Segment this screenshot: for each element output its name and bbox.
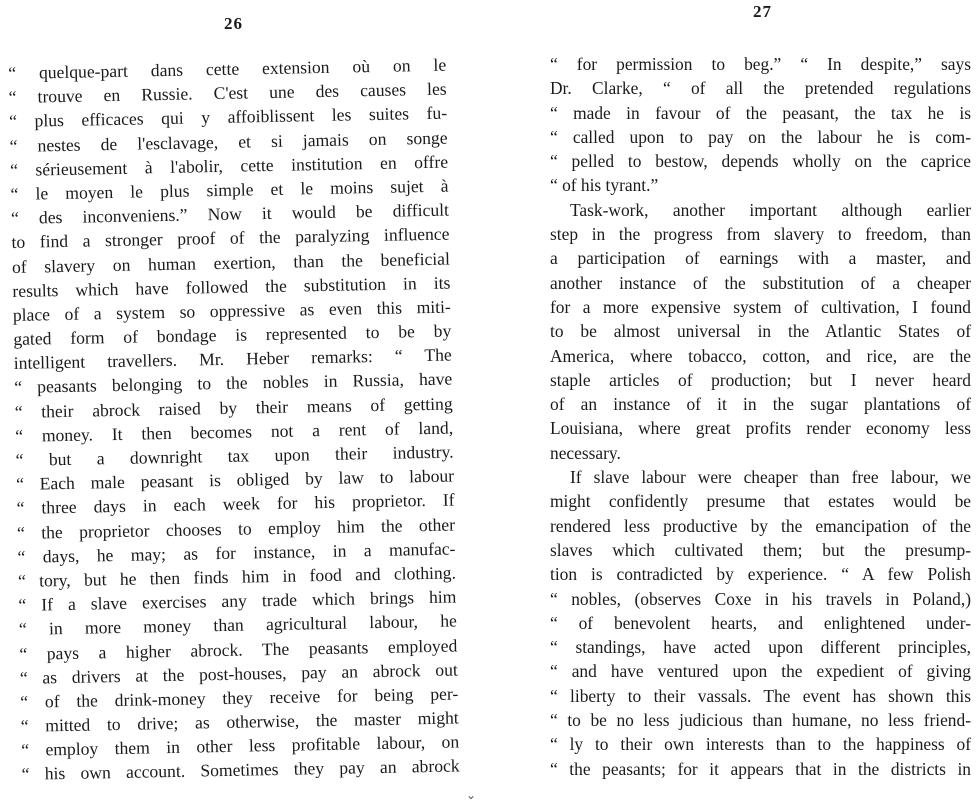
- text-line: “ pays a higher abrock. The peasants employed: [19, 634, 458, 664]
- left-page: [0, 0, 470, 803]
- text-line: “ days, he may; as for instance, in a manufac-: [17, 538, 456, 567]
- text-line: “ of his tyrant.”: [550, 175, 659, 196]
- left-page-number: 26: [224, 14, 243, 33]
- text-line: “ made in favour of the peasant, the tax he is: [550, 102, 971, 123]
- text-line: step in the progress from slavery to freedom, than: [550, 224, 971, 245]
- text-line: “ money. It then becomes not a rent of land,: [15, 417, 454, 446]
- text-line: “ the peasants; for it appears that in the districts in: [550, 758, 971, 779]
- right-page-number: 27: [753, 2, 772, 21]
- text-line: “ of the drink-money they receive for being per-: [20, 683, 459, 712]
- text-line: “ tory, but he then finds him in food and clothing.: [17, 562, 457, 591]
- text-line: “ nestes de l'esclavage, et si jamais on songe: [9, 127, 448, 156]
- text-line: “ in more money than agricultural labour, he: [18, 610, 458, 640]
- text-line: “ plus efficaces qui y affoiblissent les suites fu-: [8, 102, 448, 132]
- text-line: “ called upon to pay on the labour he is com-: [550, 126, 971, 147]
- text-line: If slave labour were cheaper than free labour, we: [570, 467, 971, 488]
- text-line: “ for permission to beg.” “ In despite,” says: [550, 54, 971, 74]
- text-line: of an instance of it in the sugar plantations of: [550, 394, 971, 415]
- text-line: “ des inconveniens.” Now it would be difficult: [10, 199, 450, 229]
- text-line: staple articles of production; but I never heard: [550, 369, 971, 390]
- text-line: intelligent travellers. Mr. Heber remarks: “ The: [13, 344, 452, 374]
- text-line: “ If a slave exercises any trade which brings him: [18, 586, 457, 616]
- left-page-text: [8, 53, 460, 787]
- text-line: for a more expensive system of cultivation, I found: [550, 296, 971, 317]
- text-line: “ three days in each week for his proprietor. If: [16, 489, 455, 519]
- text-line: Task-work, another important although earlier: [570, 199, 971, 220]
- text-line: results which have followed the substitution in its: [12, 272, 451, 301]
- text-line: “ le moyen le plus simple et le moins sujet à: [10, 175, 449, 204]
- text-line: to be almost universal in the Atlantic States of: [550, 321, 971, 342]
- text-line: necessary.: [550, 442, 621, 463]
- text-line: “ quelque-part dans cette extension où on le: [8, 54, 447, 83]
- text-line: “ standings, have acted upon different principles,: [550, 637, 971, 658]
- text-line: to find a stronger proof of the paralyzing influence: [11, 223, 450, 253]
- text-line: “ his own account. Sometimes they pay an abrock: [21, 755, 460, 785]
- text-line: “ employ them in other less profitable labour, on: [21, 731, 460, 761]
- text-line: gated form of bondage is represented to be by: [13, 320, 452, 350]
- text-line: “ pelled to bestow, depends wholly on the caprice: [550, 151, 971, 172]
- text-line: Dr. Clarke, “ of all the pretended regulations: [550, 78, 971, 99]
- right-page-text: [550, 52, 971, 781]
- text-line: another instance of the substitution of a cheaper: [550, 272, 971, 293]
- text-line: “ trouve en Russie. C'est une des causes les: [8, 78, 447, 108]
- text-line: “ liberty to their vassals. The event has shown this: [550, 685, 971, 706]
- text-line: “ the proprietor chooses to employ him the other: [16, 514, 456, 543]
- text-line: “ mitted to drive; as otherwise, the master might: [20, 707, 459, 736]
- text-line: rendered less productive by the emancipation of the: [550, 515, 971, 536]
- text-line: a participation of earnings with a master, and: [550, 248, 971, 269]
- text-line: Louisiana, where great profits render economy less: [550, 418, 971, 439]
- text-line: place of a system so oppressive as even this miti-: [12, 296, 451, 325]
- text-line: “ to be no less judicious than humane, no less friend-: [550, 710, 971, 731]
- text-line: America, where tobacco, cotton, and rice, are the: [550, 345, 971, 366]
- right-page: [490, 0, 980, 803]
- gutter-mark: ⌄: [466, 788, 477, 802]
- text-line: “ ly to their own interests than to the happiness of: [550, 734, 971, 755]
- text-line: slaves which cultivated them; but the presump-: [550, 539, 971, 560]
- text-line: “ peasants belonging to the nobles in Russia, have: [14, 368, 453, 398]
- text-line: “ of benevolent hearts, and enlightened under-: [550, 612, 971, 633]
- text-line: tion is contradicted by experience. “ A few Polish: [550, 564, 971, 585]
- text-line: “ their abrock raised by their means of getting: [14, 393, 453, 422]
- text-line: “ and have ventured upon the expedient of giving: [550, 661, 971, 682]
- text-line: “ sérieusement à l'abolir, cette institution en offre: [9, 151, 449, 180]
- text-line: “ but a downright tax upon their industry.: [15, 441, 454, 470]
- text-line: “ Each male peasant is obliged by law to labour: [15, 465, 455, 495]
- text-line: might confidently presume that estates would be: [550, 491, 971, 512]
- text-line: “ nobles, (observes Coxe in his travels in Poland,): [550, 588, 971, 609]
- text-line: of slavery on human exertion, than the beneficial: [11, 248, 451, 277]
- text-line: “ as drivers at the post-houses, pay an abrock out: [19, 659, 458, 688]
